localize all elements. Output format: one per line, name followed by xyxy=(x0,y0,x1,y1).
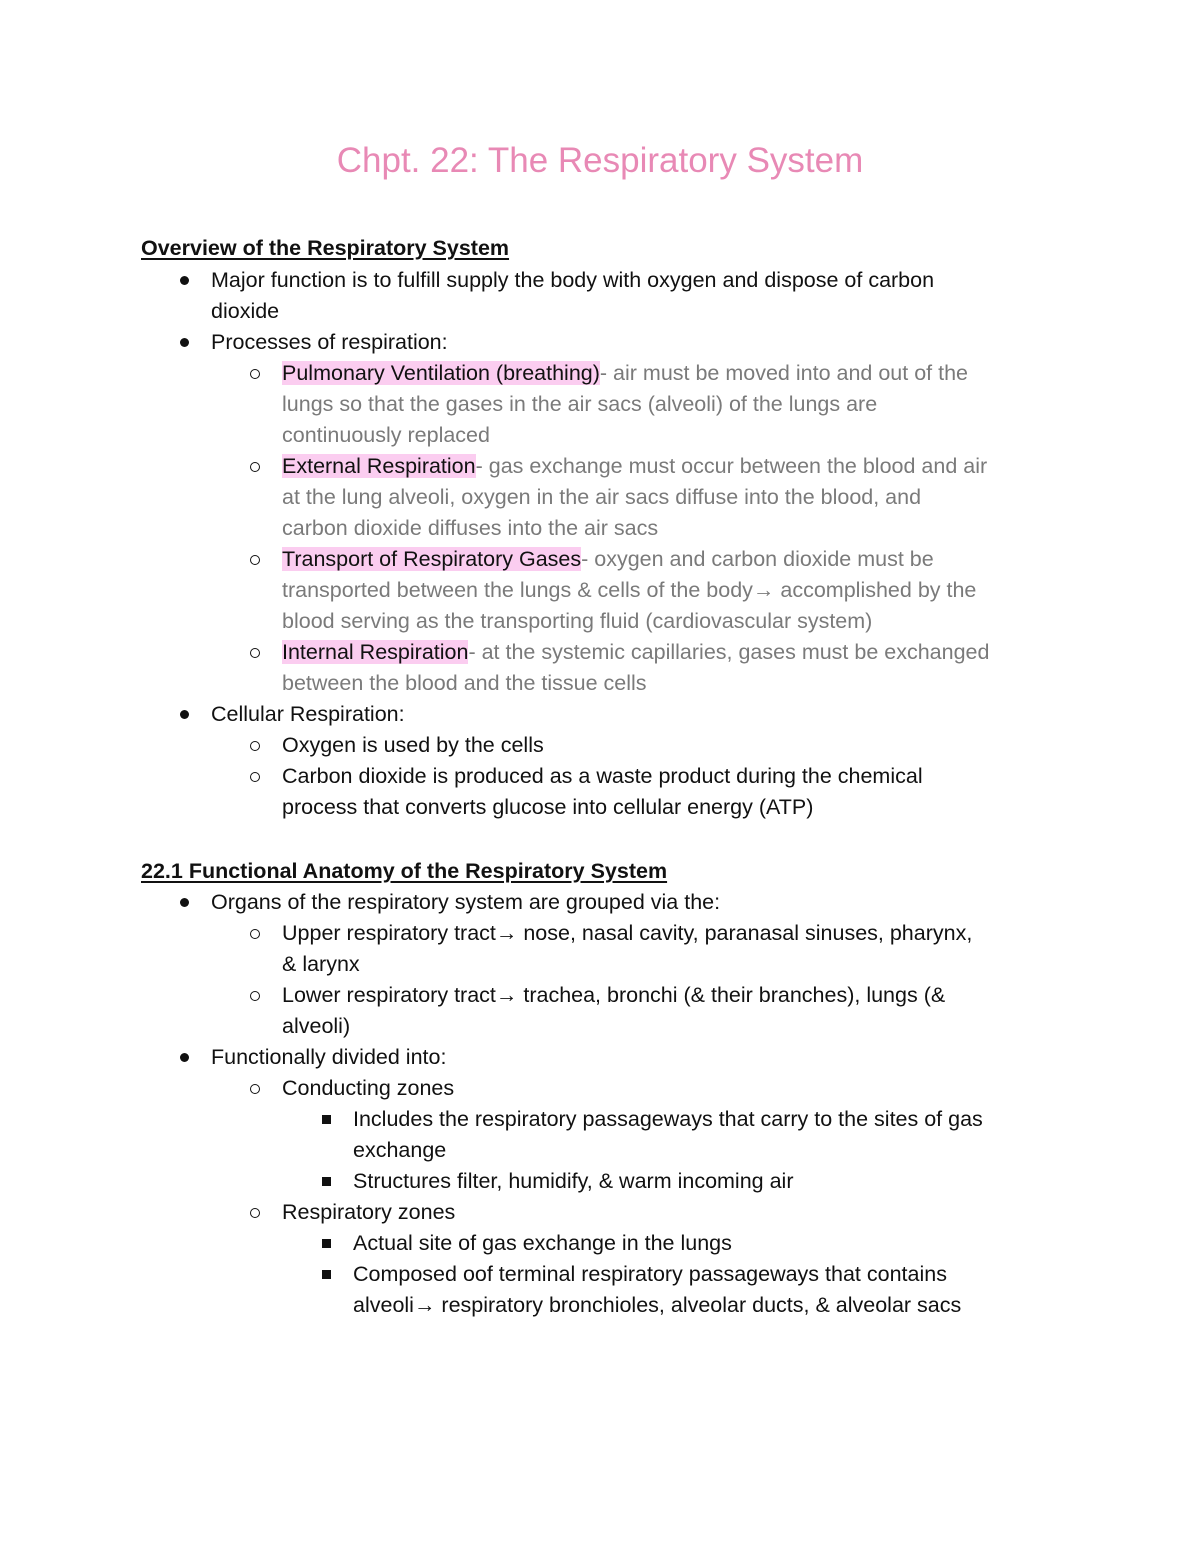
list-item-continuation: continuously replaced xyxy=(282,423,490,447)
bullet-ring-icon xyxy=(247,1073,263,1104)
list-item-continuation: at the lung alveoli, oxygen in the air sacs diffuse into the blood, and xyxy=(282,485,922,509)
list-item: Actual site of gas exchange in the lungs xyxy=(353,1228,732,1259)
list-item: Internal Respiration- at the systemic capillaries, gases must be exchanged xyxy=(282,637,989,668)
list-item-continuation: between the blood and the tissue cells xyxy=(282,671,647,695)
bullet-ring-icon xyxy=(247,730,263,761)
list-item: Structures filter, humidify, & warm incoming air xyxy=(353,1166,794,1197)
highlighted-term: Pulmonary Ventilation (breathing) xyxy=(282,361,600,385)
bullet-dot-icon xyxy=(176,699,192,730)
bullet-ring-icon xyxy=(247,358,263,389)
list-item-continuation: exchange xyxy=(353,1138,447,1162)
highlighted-term: Internal Respiration xyxy=(282,640,469,664)
list-item-continuation: lungs so that the gases in the air sacs (alveoli) of the lungs are xyxy=(282,392,878,416)
list-item: Respiratory zones xyxy=(282,1197,455,1228)
page-title: Chpt. 22: The Respiratory System xyxy=(336,141,864,180)
list-item-continuation: blood serving as the transporting fluid (cardiovascular system) xyxy=(282,609,873,633)
bullet-dot-icon xyxy=(176,887,192,918)
list-item: Major function is to fulfill supply the body with oxygen and dispose of carbon xyxy=(211,265,934,296)
list-item: Includes the respiratory passageways that carry to the sites of gas xyxy=(353,1104,983,1135)
bullet-ring-icon xyxy=(247,980,263,1011)
bullet-ring-icon xyxy=(247,451,263,482)
list-item-continuation: process that converts glucose into cellular energy (ATP) xyxy=(282,795,814,819)
list-item: Processes of respiration: xyxy=(211,327,448,358)
highlighted-term: External Respiration xyxy=(282,454,476,478)
list-item: Oxygen is used by the cells xyxy=(282,730,544,761)
bullet-ring-icon xyxy=(247,544,263,575)
list-item-continuation: dioxide xyxy=(211,299,280,323)
list-item: Cellular Respiration: xyxy=(211,699,405,730)
bullet-ring-icon xyxy=(247,1197,263,1228)
bullet-dot-icon xyxy=(176,327,192,358)
list-item: Functionally divided into: xyxy=(211,1042,446,1073)
list-item: Carbon dioxide is produced as a waste product during the chemical xyxy=(282,761,923,792)
list-item-continuation: carbon dioxide diffuses into the air sacs xyxy=(282,516,659,540)
bullet-square-icon xyxy=(318,1228,334,1259)
bullet-ring-icon xyxy=(247,637,263,668)
list-item-continuation: transported between the lungs & cells of the body→ accomplished by the xyxy=(282,578,977,602)
bullet-dot-icon xyxy=(176,265,192,296)
list-item: Pulmonary Ventilation (breathing)- air must be moved into and out of the xyxy=(282,358,968,389)
bullet-square-icon xyxy=(318,1166,334,1197)
highlighted-term: Transport of Respiratory Gases xyxy=(282,547,582,571)
list-item: Transport of Respiratory Gases- oxygen and carbon dioxide must be xyxy=(282,544,934,575)
bullet-dot-icon xyxy=(176,1042,192,1073)
list-item: Composed oof terminal respiratory passageways that contains xyxy=(353,1259,947,1290)
section-heading-functional-anatomy: 22.1 Functional Anatomy of the Respiratory System xyxy=(141,859,668,883)
list-item-continuation: & larynx xyxy=(282,952,360,976)
list-item-continuation: alveoli→ respiratory bronchioles, alveolar ducts, & alveolar sacs xyxy=(353,1293,962,1317)
bullet-ring-icon xyxy=(247,761,263,792)
bullet-square-icon xyxy=(318,1104,334,1135)
list-item-continuation: alveoli) xyxy=(282,1014,351,1038)
bullet-ring-icon xyxy=(247,918,263,949)
list-item: Organs of the respiratory system are grouped via the: xyxy=(211,887,720,918)
bullet-square-icon xyxy=(318,1259,334,1290)
list-item: External Respiration- gas exchange must occur between the blood and air xyxy=(282,451,987,482)
section-heading-overview: Overview of the Respiratory System xyxy=(141,236,510,260)
list-item: Lower respiratory tract→ trachea, bronchi (& their branches), lungs (& xyxy=(282,980,945,1011)
list-item: Upper respiratory tract→ nose, nasal cavity, paranasal sinuses, pharynx, xyxy=(282,918,972,949)
list-item: Conducting zones xyxy=(282,1073,454,1104)
